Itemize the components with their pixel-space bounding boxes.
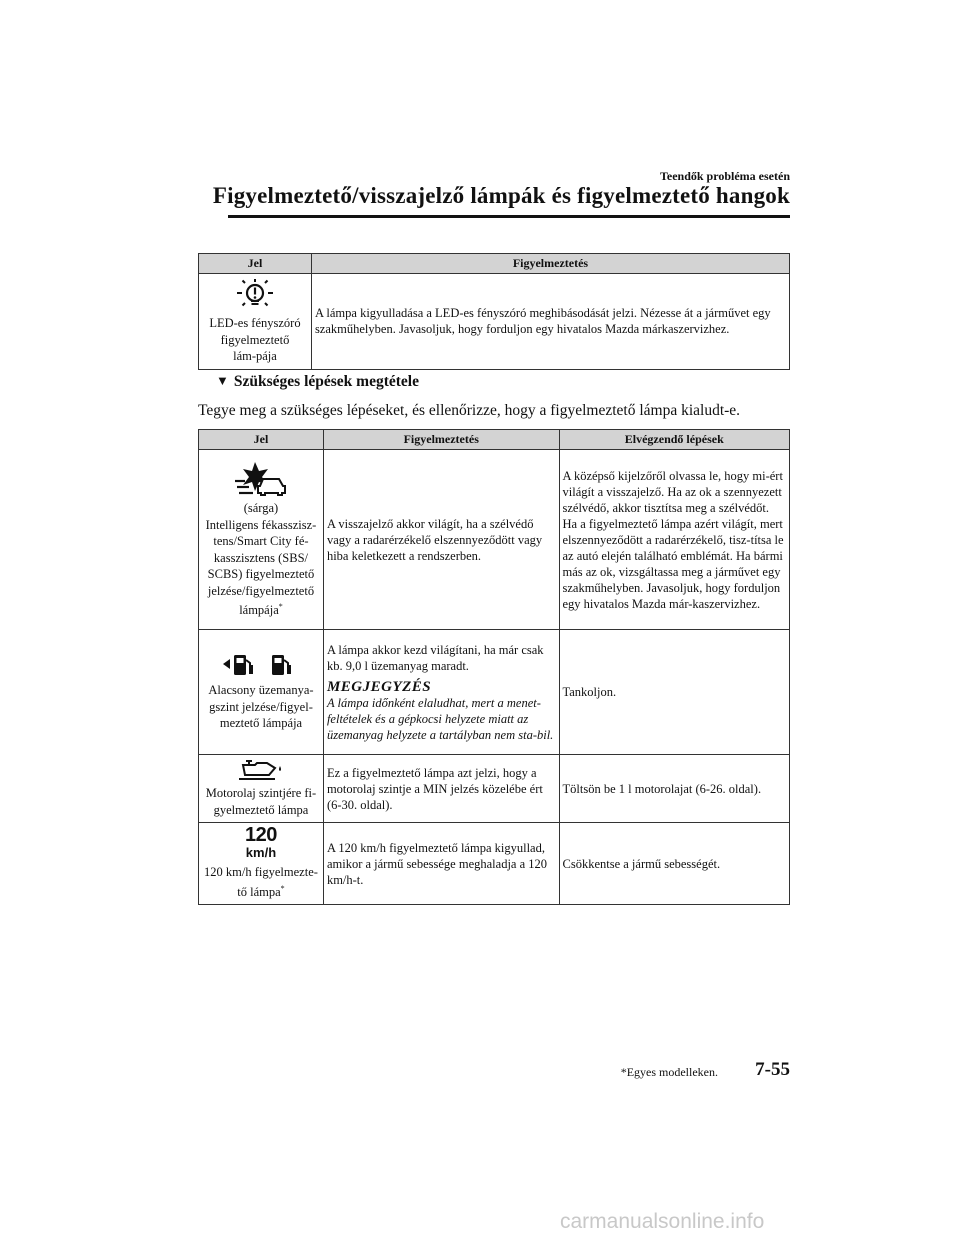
- asterisk: *: [280, 883, 285, 893]
- table-row: [199, 823, 790, 905]
- symbol-cell: [199, 274, 312, 370]
- table2-header-symbol: Jel: [199, 430, 324, 450]
- warning-cell: A visszajelző akkor világít, ha a szélvédő vagy a radarérzékelő elszennyeződött vagy hiba keletkezett a rendszerben.: [323, 450, 559, 630]
- color-note: (sárga): [243, 501, 279, 516]
- table2-header-warning: Figyelmeztetés: [323, 430, 559, 450]
- table1-header-row: [199, 254, 790, 274]
- steps-intro: Tegye meg a szükséges lépéseket, és ellenőrizze, hogy a figyelmeztető lámpa kialudt-e.: [198, 402, 741, 419]
- symbol-cell: [199, 755, 324, 823]
- warning-cell: Ez a figyelmeztető lámpa azt jelzi, hogy a motorolaj szintje a MIN jelzés közelébe ért (6-30. oldal).: [323, 755, 559, 823]
- table1-header-symbol: Jel: [199, 254, 312, 274]
- table-row: [199, 755, 790, 823]
- action-cell: A középső kijelzőről olvassa le, hogy mi-ért világít a visszajelző. Ha az ok a szennyezett szélvédő, akkor tisztítsa meg a szélvédőt. Ha a figyelmeztető lámpa azért világít, mert elszennyeződött a radarérzékelő, tisz-títsa le az autó elején található emblémát. Ha bármi más az ok, vizsgáltassa meg a járművet egy szakműhelyben. Javasoljuk, hogy forduljon egy hivatalos Mazda már-kaszervizhez.: [559, 450, 790, 630]
- page-number: 7-55: [755, 1059, 790, 1080]
- page-title: Figyelmeztető/visszajelző lámpák és figyelmeztető hangok: [212, 183, 790, 208]
- symbol-label: Intelligens fékasszisz-tens/Smart City fé-kasszisztens (SBS/ SCBS) figyelmeztető jelzése/figyelmeztető lámpája: [205, 517, 317, 618]
- section-label: Teendők probléma esetén: [659, 169, 790, 183]
- low-fuel-icon: [221, 652, 301, 678]
- table-row: [199, 450, 790, 630]
- speed-120-icon: [201, 824, 321, 861]
- table2-header-action: Elvégzendő lépések: [559, 430, 790, 450]
- symbol-label: Alacsony üzemanya-gszint jelzése/figyel-meztető lámpája: [208, 683, 314, 731]
- symbol-label: Motorolaj szintjére fi-gyelmeztető lámpa: [205, 786, 317, 817]
- warning-cell: A lámpa kigyulladása a LED-es fényszóró meghibásodását jelzi. Nézesse át a járművet egy szakműhelyben. Javasoljuk, hogy forduljon egy hivatalos Mazda márkaszervizhez.: [311, 274, 789, 370]
- warning-table-1: [198, 253, 790, 370]
- note-title: MEGJEGYZÉS: [326, 678, 432, 695]
- action-cell: Töltsön be 1 l motorolajat (6-26. oldal).: [559, 755, 790, 823]
- symbol-cell: [199, 823, 324, 905]
- oil-level-icon: [237, 759, 285, 781]
- symbol-cell: [199, 630, 324, 755]
- speed-120-icon-number: 120: [245, 824, 277, 846]
- speed-120-icon-unit: km/h: [245, 845, 277, 860]
- steps-heading-text: Szükséges lépések megtétele: [233, 373, 419, 390]
- symbol-cell: [199, 450, 324, 630]
- warning-cell: [323, 630, 559, 755]
- footnote: *Egyes modelleken.: [620, 1065, 718, 1079]
- triangle-marker-icon: ▼: [216, 373, 229, 388]
- title-divider: [228, 215, 790, 218]
- steps-heading: [216, 373, 419, 391]
- symbol-label: 120 km/h figyelmezte-tő lámpa: [204, 865, 318, 899]
- table1-header-warning: Figyelmeztetés: [311, 254, 789, 274]
- table-row: [199, 274, 790, 370]
- warning-cell: A 120 km/h figyelmeztető lámpa kigyullad, amikor a jármű sebessége meghaladja a 120 km/h-t.: [323, 823, 559, 905]
- watermark: carmanualsonline.info: [560, 1210, 765, 1233]
- action-cell: Csökkentse a jármű sebességét.: [559, 823, 790, 905]
- action-cell: Tankoljon.: [559, 630, 790, 755]
- table2-header-row: [199, 430, 790, 450]
- asterisk: *: [278, 602, 283, 612]
- symbol-label: LED-es fényszóró figyelmeztető lám-pája: [209, 316, 301, 363]
- warning-table-2: [198, 429, 790, 905]
- note-text: A lámpa időnként elaludhat, mert a menet-feltételek és a gépkocsi helyzete miatt az üzemanyag helyzete a tartályban nem sta-bil.: [326, 695, 554, 742]
- led-headlight-warning-icon: [233, 278, 277, 312]
- table-row: [199, 630, 790, 755]
- smart-brake-support-icon: [233, 460, 289, 498]
- warning-text: A lámpa akkor kezd világítani, ha már csak kb. 9,0 l üzemanyag maradt.: [326, 642, 544, 673]
